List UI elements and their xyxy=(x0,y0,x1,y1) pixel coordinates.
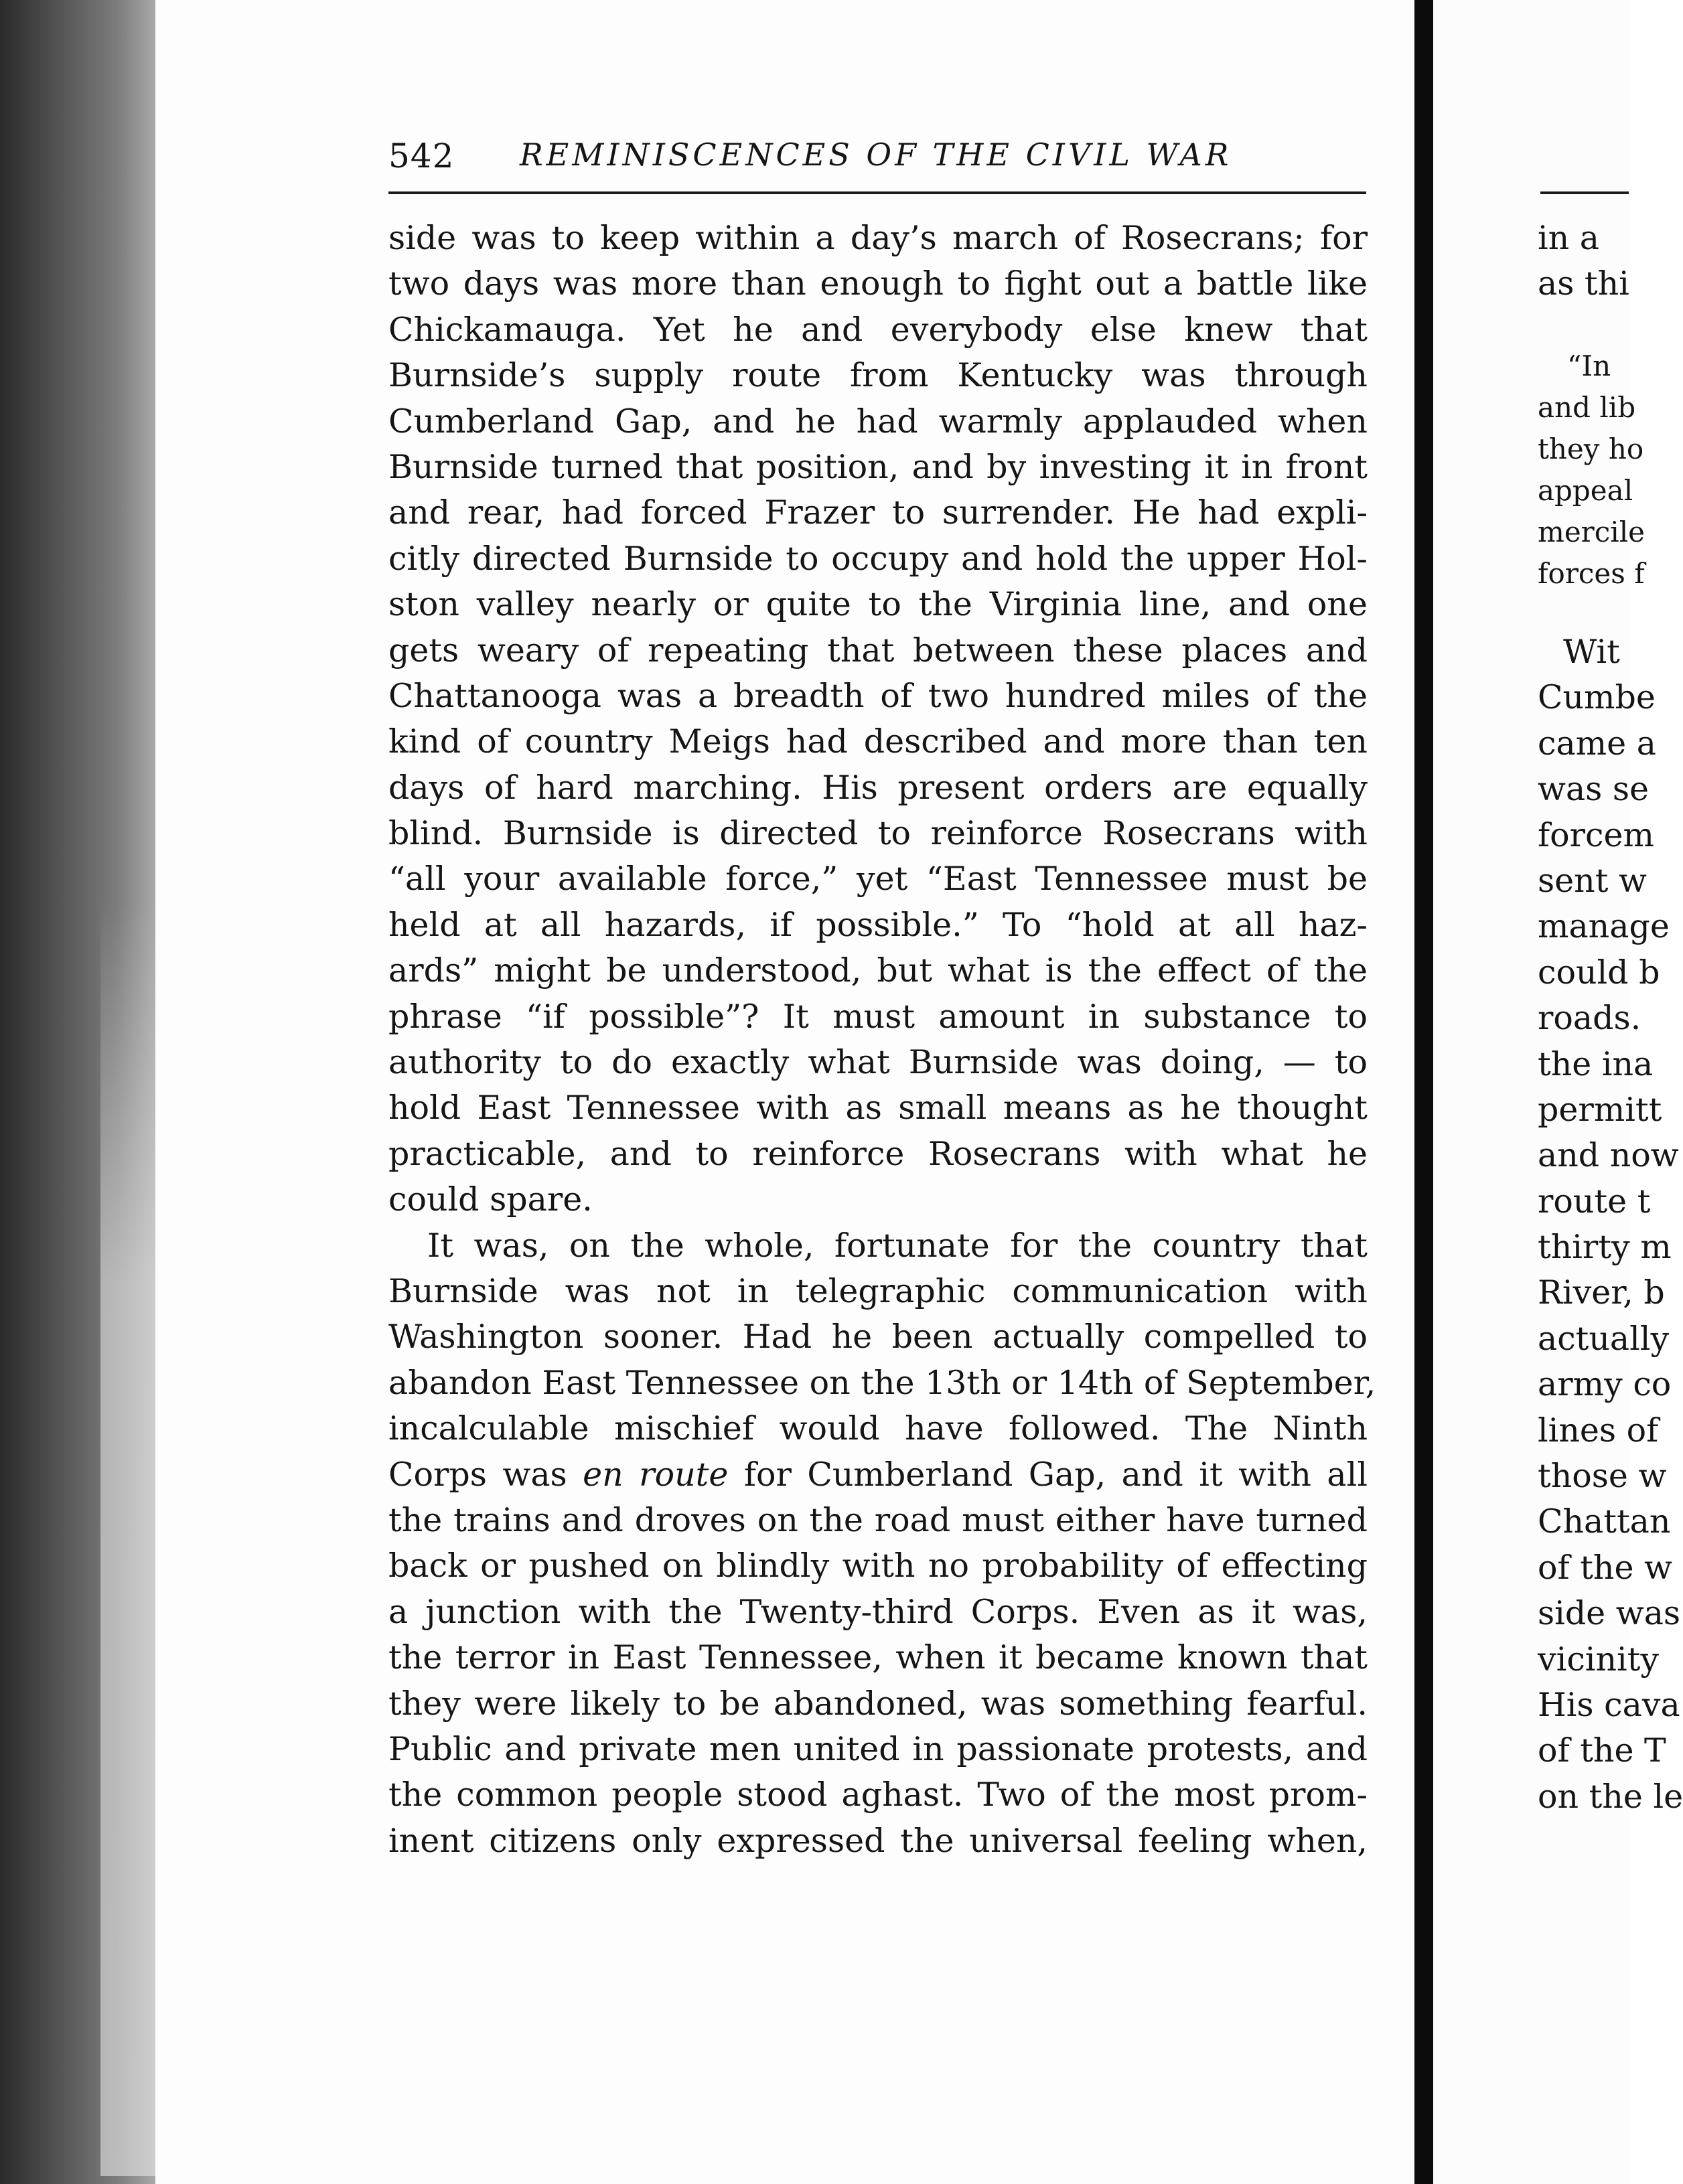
italic-phrase: en route xyxy=(583,1455,729,1494)
paragraph-end-line: could spare. xyxy=(388,1180,593,1219)
text-line-with-italic xyxy=(388,1452,1368,1498)
page-gutter xyxy=(1414,0,1433,2184)
text-line: Public and private men united in passionate protests, and xyxy=(388,1729,1368,1768)
text-line: Washington sooner. Had he been actually compelled to xyxy=(388,1318,1368,1356)
text-line: the common people stood aghast. Two of the most prom- xyxy=(388,1776,1368,1814)
facing-text-line: could b xyxy=(1538,953,1660,992)
facing-text-line: came a xyxy=(1538,724,1656,763)
facing-text-line: of the T xyxy=(1538,1731,1666,1770)
facing-text-line: actually xyxy=(1538,1319,1670,1358)
facing-text-line: manage xyxy=(1538,907,1670,946)
facing-text-line: route t xyxy=(1538,1182,1651,1221)
text-line: ston valley nearly or quite to the Virginia line, and one xyxy=(388,585,1368,624)
facing-text-line: as thi xyxy=(1538,264,1629,303)
text-line: incalculable mischief would have followed. The Ninth xyxy=(388,1409,1368,1448)
text-line: back or pushed on blindly with no probability of effecting xyxy=(388,1547,1368,1585)
text-line: Burnside was not in telegraphic communication with xyxy=(388,1271,1368,1310)
facing-text-line: River, b xyxy=(1538,1273,1665,1312)
text-line: the terror in East Tennessee, when it became known that xyxy=(388,1638,1368,1677)
facing-text-line: Cumbe xyxy=(1538,678,1656,717)
facing-text-line: thirty m xyxy=(1538,1228,1672,1267)
facing-text-line: was se xyxy=(1538,770,1650,809)
facing-text-line: side was xyxy=(1538,1594,1681,1633)
header-rule xyxy=(388,191,1366,194)
page-number: 542 xyxy=(388,137,455,175)
facing-text-line: they ho xyxy=(1538,433,1644,465)
text-line: ards” might be understood, but what is the effect of the xyxy=(388,951,1368,990)
text-line: gets weary of repeating that between these places and xyxy=(388,631,1368,670)
text-line: they were likely to be abandoned, was something fearful. xyxy=(388,1684,1368,1723)
facing-text-line: and lib xyxy=(1538,391,1636,424)
book-binding-edge xyxy=(0,0,155,2184)
facing-text-line: Wit xyxy=(1563,633,1620,671)
body-text xyxy=(388,216,1376,1864)
text-line: and rear, had forced Frazer to surrender. He had expli- xyxy=(388,493,1368,532)
facing-text-line: permitt xyxy=(1538,1090,1662,1129)
facing-text-line: His cava xyxy=(1538,1685,1680,1724)
text-line: days of hard marching. His present orders are equally xyxy=(388,768,1368,807)
paragraph-start-line: It was, on the whole, fortunate for the country that xyxy=(427,1226,1368,1265)
text-line: “all your available force,” yet “East Tennessee must be xyxy=(388,860,1368,899)
facing-text-line: in a xyxy=(1538,219,1600,257)
text-line: two days was more than enough to fight out a battle like xyxy=(388,264,1368,303)
text-run: for Cumberland Gap, and it with all xyxy=(728,1455,1368,1494)
facing-text-line: the ina xyxy=(1538,1044,1654,1083)
facing-text-line: and now xyxy=(1538,1136,1679,1175)
text-line: practicable, and to reinforce Rosecrans with what he xyxy=(388,1134,1368,1173)
page-header xyxy=(388,134,1366,181)
text-line: inent citizens only expressed the universal feeling when, xyxy=(388,1821,1368,1860)
text-line: held at all hazards, if possible.” To “hold at all haz- xyxy=(388,905,1368,944)
text-line: hold East Tennessee with as small means as he thought xyxy=(388,1089,1368,1127)
facing-text-line: lines of xyxy=(1538,1411,1659,1450)
facing-text-line: Chattan xyxy=(1538,1502,1671,1541)
facing-text-line: appeal xyxy=(1538,474,1633,507)
text-line: Chattanooga was a breadth of two hundred miles of the xyxy=(388,676,1368,715)
facing-text-line: of the w xyxy=(1538,1548,1672,1587)
facing-quote-text xyxy=(1538,345,1645,595)
facing-text-line: on the le xyxy=(1538,1777,1683,1816)
facing-text-line: those w xyxy=(1538,1457,1667,1496)
text-line: the trains and droves on the road must either have turned xyxy=(388,1500,1368,1539)
text-run: Corps was xyxy=(388,1455,583,1494)
text-line: a junction with the Twenty-third Corps. Even as it was, xyxy=(388,1592,1368,1631)
text-line: side was to keep within a day’s march of Rosecrans; for xyxy=(388,219,1368,257)
text-line: blind. Burnside is directed to reinforce Rosecrans with xyxy=(388,814,1368,853)
text-line: abandon East Tennessee on the 13th or 14th of September, xyxy=(388,1363,1376,1402)
text-line: authority to do exactly what Burnside was doing, — to xyxy=(388,1043,1368,1082)
facing-header-rule xyxy=(1540,191,1629,194)
text-line: Burnside turned that position, and by investing it in front xyxy=(388,447,1368,486)
facing-text-line: forcem xyxy=(1538,815,1654,854)
text-line: Cumberland Gap, and he had warmly applauded when xyxy=(388,402,1368,441)
facing-text-line: vicinity xyxy=(1538,1640,1660,1679)
text-line: Chickamauga. Yet he and everybody else knew that xyxy=(388,310,1368,349)
facing-text-line: “In xyxy=(1567,349,1611,382)
facing-text-line: army co xyxy=(1538,1365,1672,1404)
text-line: citly directed Burnside to occupy and hold the upper Hol- xyxy=(388,539,1368,578)
facing-lower-text xyxy=(1538,629,1683,1820)
facing-text-line: roads. xyxy=(1538,999,1641,1038)
facing-text-line: forces f xyxy=(1538,557,1645,590)
facing-text-line: mercile xyxy=(1538,516,1645,548)
facing-text-line: sent w xyxy=(1538,861,1647,900)
facing-top-text xyxy=(1538,216,1629,307)
text-line: phrase “if possible”? It must amount in substance to xyxy=(388,997,1368,1036)
text-line: kind of country Meigs had described and more than ten xyxy=(388,722,1368,761)
text-line: Burnside’s supply route from Kentucky was through xyxy=(388,356,1368,395)
running-head: REMINISCENCES OF THE CIVIL WAR xyxy=(520,137,1232,173)
